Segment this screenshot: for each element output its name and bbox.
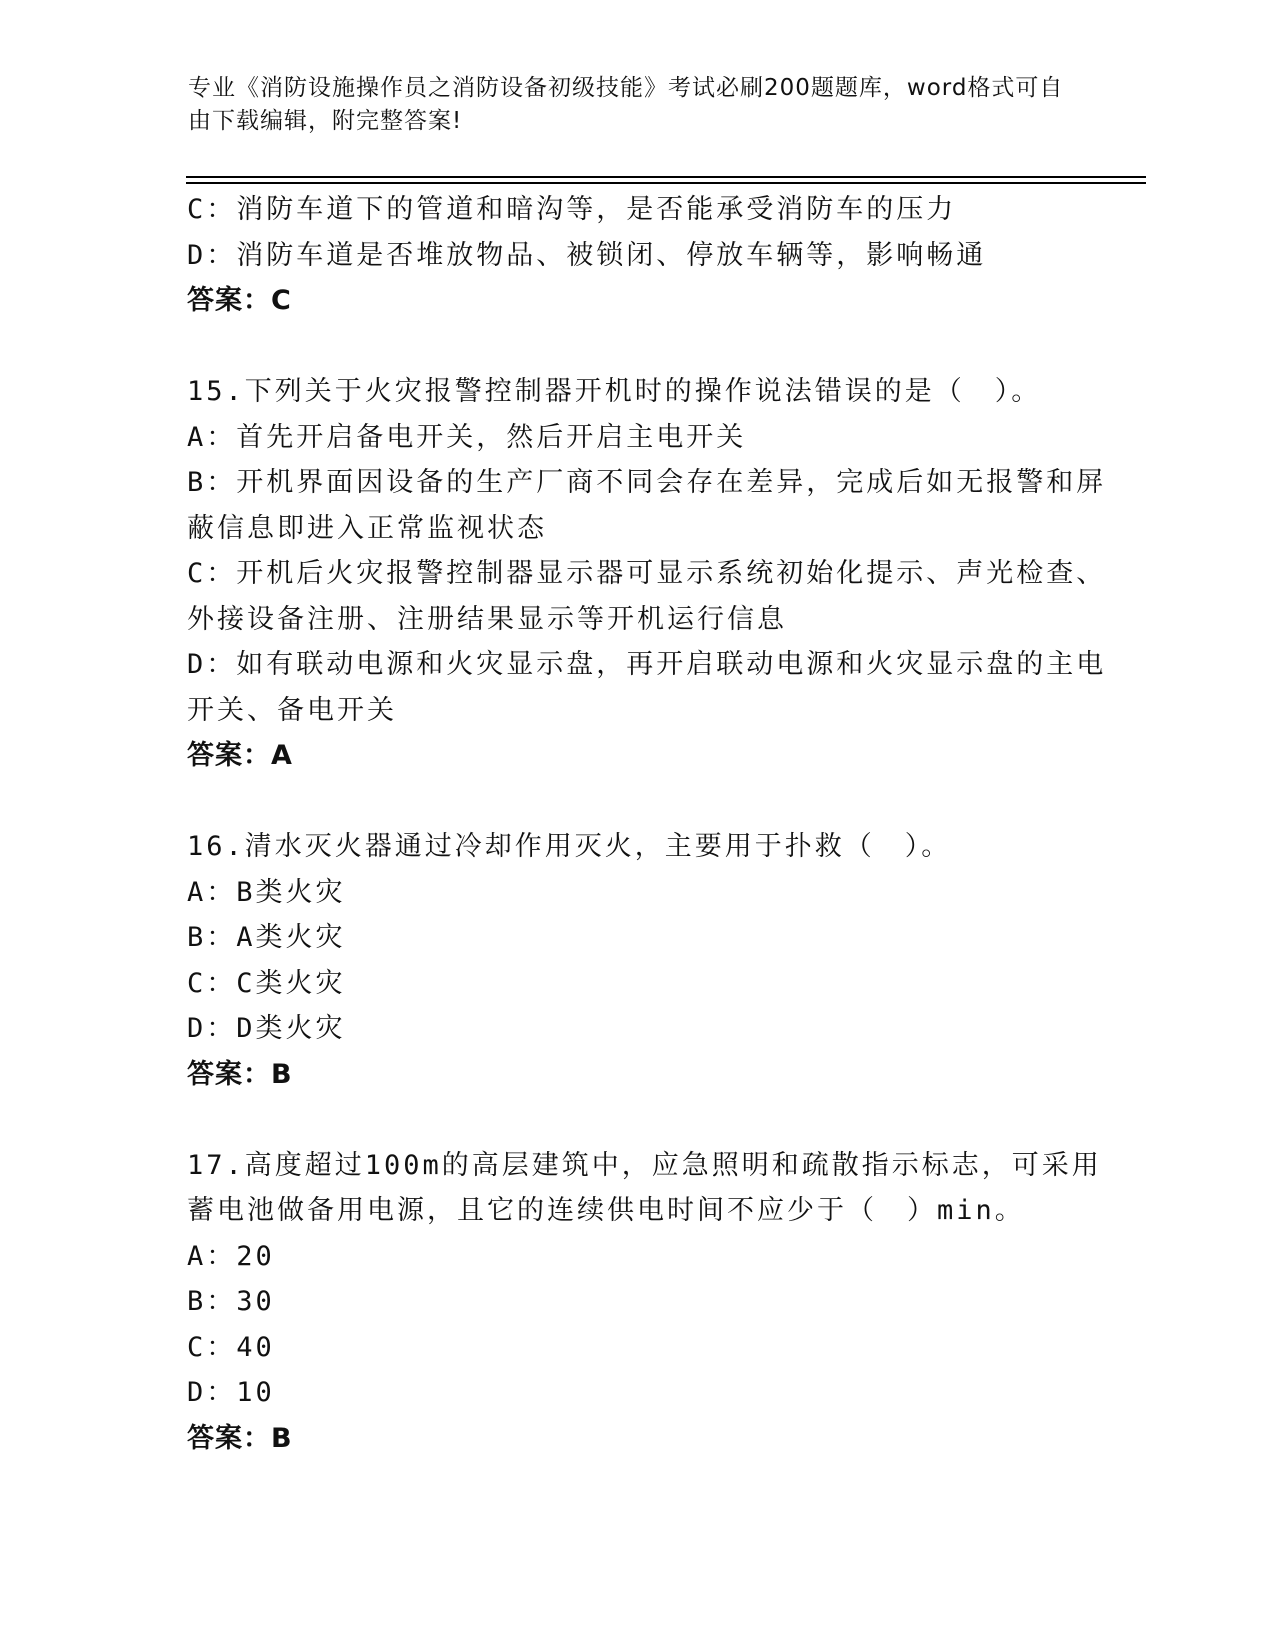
option-line: 开关、备电开关 bbox=[187, 694, 397, 726]
option-line: D：如有联动电源和火灾显示盘，再开启联动电源和火灾显示盘的主电 bbox=[187, 649, 1107, 680]
option-line: D：消防车道是否堆放物品、被锁闭、停放车辆等，影响畅通 bbox=[187, 239, 987, 271]
question-content bbox=[187, 187, 1107, 1461]
question-16 bbox=[187, 824, 1087, 1097]
option-line: D：10 bbox=[187, 1377, 275, 1408]
answer-line: 答案：B bbox=[187, 1422, 293, 1454]
option-line: B：30 bbox=[187, 1286, 275, 1317]
option-line: C：C类火灾 bbox=[187, 967, 346, 999]
option-line: A：20 bbox=[187, 1240, 275, 1272]
option-line: B：A类火灾 bbox=[187, 922, 346, 953]
spacer bbox=[187, 1097, 1087, 1143]
question-stem: 16.清水灭火器通过冷却作用灭火，主要用于扑救（ ）。 bbox=[187, 831, 952, 862]
spacer bbox=[187, 324, 1087, 370]
spacer bbox=[187, 779, 1087, 825]
question-stem: 15.下列关于火灾报警控制器开机时的操作说法错误的是（ ）。 bbox=[187, 376, 1042, 407]
partial-question bbox=[187, 187, 1087, 324]
option-line: C：40 bbox=[187, 1331, 275, 1363]
answer-line: 答案：C bbox=[187, 285, 292, 316]
option-line: 蔽信息即进入正常监视状态 bbox=[187, 512, 547, 544]
question-15 bbox=[187, 369, 1107, 779]
header-rule-bottom bbox=[186, 182, 1146, 184]
answer-line: 答案：A bbox=[187, 740, 293, 771]
option-line: C：消防车道下的管道和暗沟等，是否能承受消防车的压力 bbox=[187, 194, 957, 225]
option-line: B：开机界面因设备的生产厂商不同会存在差异，完成后如无报警和屏 bbox=[187, 467, 1107, 498]
question-17 bbox=[187, 1143, 1102, 1462]
option-line: 外接设备注册、注册结果显示等开机运行信息 bbox=[187, 603, 787, 635]
option-line: A：B类火灾 bbox=[187, 876, 346, 908]
option-line: D：D类火灾 bbox=[187, 1013, 346, 1044]
header-rule-top bbox=[186, 176, 1146, 178]
document-header: 专业《消防设施操作员之消防设备初级技能》考试必刷200题题库，word格式可自由下载编辑，附完整答案! bbox=[188, 75, 1064, 134]
question-stem: 蓄电池做备用电源，且它的连续供电时间不应少于（ ）min。 bbox=[187, 1195, 1025, 1226]
option-line: A：首先开启备电开关，然后开启主电开关 bbox=[187, 421, 747, 453]
option-line: C：开机后火灾报警控制器显示器可显示系统初始化提示、声光检查、 bbox=[187, 558, 1107, 589]
question-stem: 17.高度超过100m的高层建筑中，应急照明和疏散指示标志，可采用 bbox=[187, 1149, 1102, 1181]
answer-line: 答案：B bbox=[187, 1058, 293, 1090]
